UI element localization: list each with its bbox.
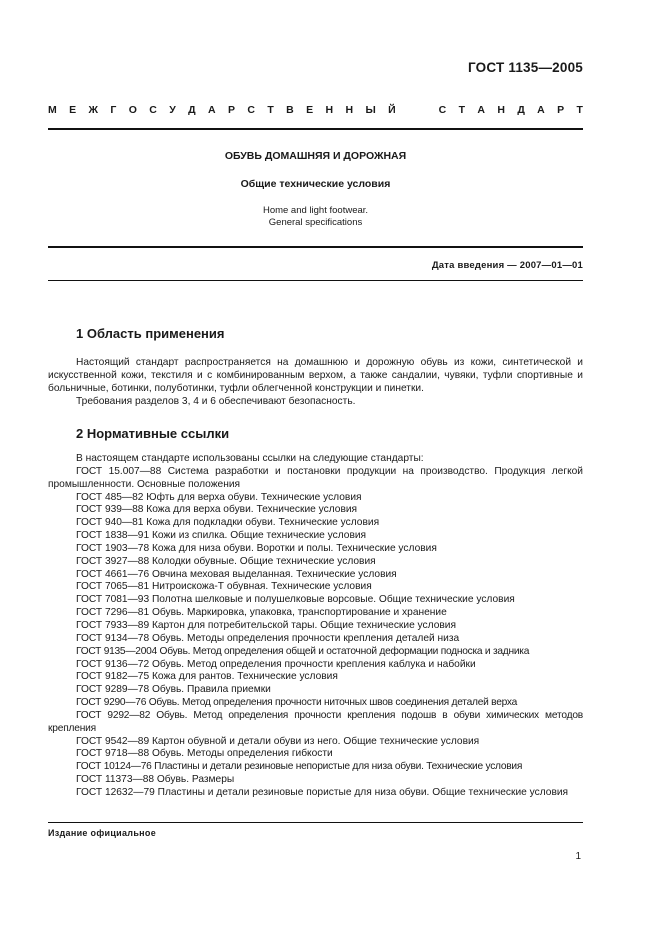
- reference-item: ГОСТ 11373—88 Обувь. Размеры: [76, 774, 235, 786]
- reference-item: ГОСТ 939—88 Кожа для верха обуви. Технические условия: [76, 504, 358, 516]
- banner-letter: Р: [557, 104, 565, 116]
- banner-letter: Г: [110, 104, 117, 116]
- reference-item: ГОСТ 9136—72 Обувь. Метод определения прочности крепления каблука и набойки: [76, 658, 476, 670]
- banner-letter: У: [169, 104, 176, 116]
- section-2-heading: 2 Нормативные ссылки: [76, 426, 230, 441]
- banner-letter: Н: [345, 104, 354, 116]
- section-1-paragraph-2: Требования разделов 3, 4 и 6 обеспечивают безопасность.: [76, 396, 356, 407]
- banner-letter: Д: [188, 104, 196, 116]
- banner-letter: Д: [517, 104, 525, 116]
- banner-letter: А: [208, 104, 216, 116]
- banner-letter: [408, 104, 411, 116]
- reference-item: ГОСТ 940—81 Кожа для подкладки обуви. Технические условия: [76, 517, 380, 529]
- banner-letter: С: [247, 104, 255, 116]
- section-1-paragraph-1: Настоящий стандарт распространяется на домашнюю и дорожную обувь из кожи, синтетической и искусственной кожи, текстиля и с комбинированным верхом, а также сандалии, чувяки, туфли спортивные и больничные, ботинки, полуботинки, туфли облегченной конструкции и пинетки.: [48, 357, 583, 394]
- english-title-line1: Home and light footwear.: [262, 205, 369, 216]
- reference-item: ГОСТ 7933—89 Картон для потребительской тары. Общие технические условия: [76, 619, 456, 631]
- banner-letter: Т: [576, 104, 583, 116]
- banner-letter: С: [149, 104, 157, 116]
- english-title-line2: General specifications: [268, 217, 363, 228]
- reference-item: ГОСТ 9135—2004 Обувь. Метод определения общей и остаточной деформации подноска и задника: [76, 645, 530, 657]
- banner-letter: М: [48, 104, 57, 116]
- reference-item: ГОСТ 12632—79 Пластины и детали резиновые пористые для низа обуви. Общие технические условия: [76, 786, 569, 798]
- banner-letter: [423, 104, 426, 116]
- reference-item: ГОСТ 9182—75 Кожа для рантов. Технические условия: [76, 671, 338, 683]
- reference-item: ГОСТ 9290—76 Обувь. Метод определения прочности ниточных швов соединения деталей верха: [76, 697, 518, 709]
- banner-letter: В: [286, 104, 294, 116]
- banner-letter: Н: [497, 104, 505, 116]
- reference-item: ГОСТ 4661—76 Овчина меховая выделанная. Технические условия: [76, 568, 397, 580]
- reference-item: ГОСТ 7296—81 Обувь. Маркировка, упаковка, транспортирование и хранение: [76, 607, 447, 619]
- standard-title: ОБУВЬ ДОМАШНЯЯ И ДОРОЖНАЯ: [224, 150, 407, 162]
- banner-letter: Е: [69, 104, 77, 116]
- banner-letter: А: [537, 104, 545, 116]
- reference-item: ГОСТ 9718—88 Обувь. Методы определения гибкости: [76, 748, 333, 760]
- references-intro: В настоящем стандарте использованы ссылки на следующие стандарты:: [76, 453, 424, 464]
- footer-divider: [48, 822, 583, 823]
- interstate-standard-banner: [48, 104, 583, 116]
- banner-letter: Т: [267, 104, 274, 116]
- banner-letter: Ж: [88, 104, 99, 116]
- reference-item: ГОСТ 15.007—88 Система разработки и постановки продукции на производство. Продукция легкой промышленности. Основные положения: [48, 465, 583, 490]
- date-divider: [48, 280, 583, 281]
- section-1-body: [48, 356, 583, 408]
- reference-item: ГОСТ 9292—82 Обувь. Метод определения прочности крепления подошв в обуви химических методов крепления: [48, 709, 583, 734]
- banner-letter: Т: [458, 104, 465, 116]
- banner-letter: Е: [306, 104, 314, 116]
- normative-references-list: [48, 453, 583, 800]
- banner-letter: Й: [388, 104, 396, 116]
- page-number: 1: [575, 851, 581, 862]
- reference-item: ГОСТ 9289—78 Обувь. Правила приемки: [76, 684, 271, 696]
- reference-item: ГОСТ 9542—89 Картон обувной и детали обуви из него. Общие технические условия: [76, 735, 480, 747]
- banner-letter: А: [477, 104, 485, 116]
- section-1-heading: 1 Область применения: [76, 326, 225, 341]
- document-code: ГОСТ 1135—2005: [467, 60, 583, 75]
- introduction-date: Дата введения — 2007—01—01: [431, 260, 583, 271]
- reference-item: ГОСТ 7081—93 Полотна шелковые и полушелковые ворсовые. Общие технические условия: [76, 594, 515, 606]
- reference-item: ГОСТ 1838—91 Кожи из спилка. Общие технические условия: [76, 530, 367, 542]
- banner-letter: Ы: [365, 104, 376, 116]
- official-edition-label: Издание официальное: [48, 828, 157, 838]
- reference-item: ГОСТ 485—82 Юфть для верха обуви. Технические условия: [76, 491, 362, 503]
- banner-letter: Р: [227, 104, 235, 116]
- banner-letter: Н: [325, 104, 334, 116]
- reference-item: ГОСТ 7065—81 Нитроискожа-Т обувная. Технические условия: [76, 581, 372, 593]
- reference-item: ГОСТ 1903—78 Кожа для низа обуви. Воротки и полы. Технические условия: [76, 542, 437, 554]
- banner-letter: О: [128, 104, 137, 116]
- reference-item: ГОСТ 9134—78 Обувь. Методы определения прочности крепления деталей низа: [76, 632, 460, 644]
- reference-item: ГОСТ 10124—76 Пластины и детали резиновые непористые для низа обуви. Технические условия: [76, 761, 523, 773]
- reference-item: ГОСТ 3927—88 Колодки обувные. Общие технические условия: [76, 555, 376, 567]
- title-divider: [48, 246, 583, 248]
- banner-letter: С: [438, 104, 447, 116]
- header-divider: [48, 128, 583, 130]
- standard-subtitle: Общие технические условия: [240, 178, 391, 190]
